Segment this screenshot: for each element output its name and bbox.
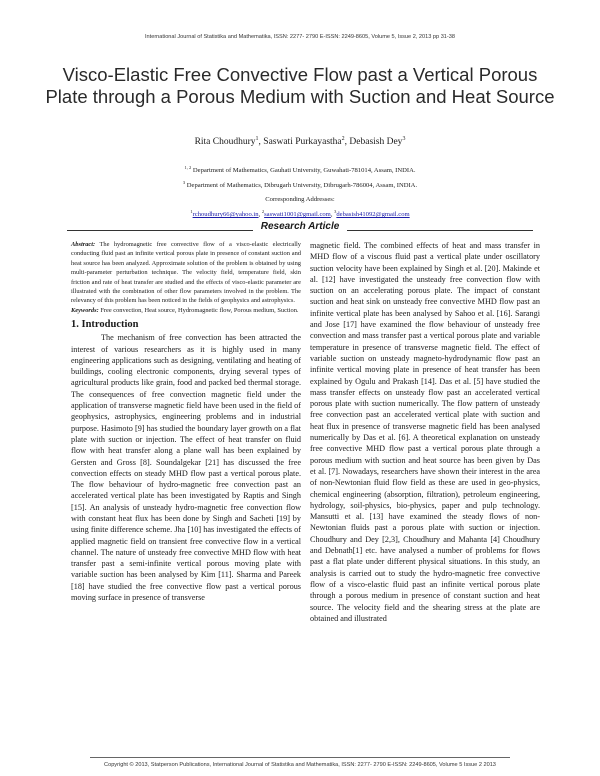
right-column bbox=[310, 240, 540, 624]
corresponding-label: Corresponding Addresses: bbox=[265, 196, 335, 203]
article-type-label: Research Article bbox=[253, 221, 348, 232]
keywords-text: Free convection, Heat source, Hydromagnetic flow, Porous medium, Suction. bbox=[100, 306, 299, 314]
author-sup: 3 bbox=[402, 136, 406, 142]
author-name: Rita Choudhury bbox=[194, 137, 256, 148]
section-heading: 1. Introduction bbox=[71, 319, 139, 331]
article-type bbox=[0, 221, 600, 232]
affiliation bbox=[0, 165, 600, 174]
email-link[interactable]: saswati1001@gmail.com bbox=[264, 211, 331, 219]
footer-copyright: Copyright © 2013, Statperson Publications, International Journal of Statistika and Mathematika, ISSN: 2277- 2790 E-ISSN: 2249-8605, Volume 5 Issue 2 2013 bbox=[104, 762, 496, 768]
affiliation-sup: 1, 2 bbox=[184, 165, 192, 170]
keywords-label: Keywords: bbox=[71, 306, 99, 314]
affiliation-sup: 3 bbox=[182, 180, 186, 185]
intro-paragraph-left: The mechanism of free convection has been attracted the interest of various researchers as it is highly used in many engineering applications such as designing, ventilating and heating of buildings, cooling electronic components, drying several types of agricultural products like grain, food and packed bed thermal storage. The consequences of free convection magnetic field under the application of transverse magnetic field have been used in the field of geophysics, astrophysics, engineering problems and in industrial purpose. Hasimoto [9] has studied the boundary layer growth on a flat plate with suction or injection. The effect of heat transfer on fluid flow with heat transfer along a plane wall has been explained by Gersten and Gross [8]. Soundalgekar [21] has discussed the free convection effects on steady MHD flow past a vertical porous plate. The flow behaviour of hydro-magnetic free convection past an accelerated vertical plate has been investigated by Raptis and Singh [15]. An analysis of unsteady hydro-magnetic free convection flow with constant heat flux has been done by Singh and Sacheti [19] by using finite difference scheme. Jha [10] has investigated the effects of applied magnetic field on transient free convective flow in a vertical channel. The nature of unsteady free convective MHD flow with heat transfer past a semi-infinite vertical porous moving plate with variable suction has been analysed by Kim [11]. Sharma and Pareek [18] have studied the free convective flow past a vertical porous moving surface in presence of transverse bbox=[71, 333, 301, 603]
affiliation-text: Department of Mathematics, Gauhati University, Guwahati-781014, Assam, INDIA. bbox=[192, 167, 416, 175]
email-link[interactable]: rchoudhury66@yahoo.in bbox=[192, 211, 259, 219]
email-list: $^1$rchoudhury66@yahoo.in, $^2$saswati1001@gmail.com, $^3$debasish41092@gmail.com bbox=[190, 209, 410, 219]
email-sup: 2 bbox=[261, 209, 265, 214]
author-sup: 1 bbox=[255, 136, 259, 142]
affiliation bbox=[0, 180, 600, 189]
email-sup: 1 bbox=[190, 209, 193, 214]
email-link[interactable]: debasish41092@gmail.com bbox=[336, 211, 410, 219]
keywords bbox=[71, 306, 301, 315]
abstract-label: Abstract: bbox=[71, 241, 96, 248]
email-sup: 3 bbox=[334, 209, 337, 214]
author-list: Rita Choudhury$^1$, Saswati Purkayastha$^2$, Debasish Dey$^3$ bbox=[194, 136, 406, 148]
footer-divider bbox=[90, 757, 510, 758]
left-column bbox=[71, 240, 301, 603]
author-sup: 2 bbox=[341, 136, 345, 142]
affiliation-text: Department of Mathematics, Dibrugarh University, Dibrugarh-786004, Assam, INDIA. bbox=[186, 182, 418, 190]
author-name: Debasish Dey bbox=[349, 137, 403, 148]
abstract bbox=[71, 240, 301, 306]
journal-header: International Journal of Statistika and Mathematika, ISSN: 2277- 2790 E-ISSN: 2249-8605, Volume 5, Issue 2, 2013 pp 31-38 bbox=[144, 34, 456, 40]
abstract-text: The hydromagnetic free convective flow of a visco-elastic electrically conducting fluid past an infinite vertical porous plate in presence of constant suction and heat source has been analyzed. Approximate solution of the problem is obtained by using multi-parameter perturbation technique. The velocity field, temperature field, skin friction and rate of heat transfer are studied and the effects of visco-elastic parameter are illustrated with the combination of other flow parameters involved in the problem. The relevancy of this problem has been noticed in the fields of geophysics and astrophysics. bbox=[71, 241, 302, 305]
author-name: Saswati Purkayastha bbox=[263, 137, 342, 148]
paper-title: Visco-Elastic Free Convective Flow past a Vertical Porous Plate through a Porous Medium with Suction and Heat Source bbox=[45, 64, 555, 107]
intro-paragraph-right: magnetic field. The combined effects of heat and mass transfer in MHD flow of a viscous fluid past a vertical plate under oscillatory suction velocity have been explained by Singh et al. [20]. Makinde et al. [12] have investigated the unsteady free convection flow with suction on an accelerating porous plate. The impact of constant suction and heat sink on unsteady free convective MHD flow past an infinite vertical plate has been analysed by Sahoo et al. [16]. Sarangi and Jose [17] have examined the flow behaviour of unsteady free convection and mass transfer past a vertical porous plate and variable temperature in presence of transverse magnetic field. The effect of variable suction on unsteady magneto-hydrodynamic flow past an infinite vertical moving plate in presence of heat transfer has been explained by Ogulu and Prakash [14]. Das et al. [5] have studied the mass transfer effects on unsteady flow past an accelerated vertical porous plate with suction numerically. The flow pattern of unsteady free convection past an accelerated vertical plate with suction and heat flux in presence of transverse magnetic field has been analysed numerically by Das et al. [6]. A theoretical explanation on unsteady free convective MHD flow past a vertical porous plate through a porous medium with suction and heat source has been given by Das et al. [7]. Nowadays, researchers have shown their interest in the area of non-Newtonian fluid flow field as these are used in geo-physics, chemical engineering (absorption, filtration), petroleum engineering, hydrology, soil-physics, bio-physics, paper and pulp technology. Mansutti et al. [13] have examined the steady flows of non-Newtonian fluids past a porous plate with suction or injection. Choudhury and Dey [2,3], Choudhury and Mahanta [4] Choudhury and Debnath[1] etc. have analysed a number of problems for flows past a flat plate under different physical situations. In this study, an analysis is carried out to study the hydro-magnetic free convective flow of a visco-elastic fluid past an infinite vertical porous plate through a porous medium in presence of constant suction and heat source. The velocity field and the shearing stress at the plate are obtained and illustrated bbox=[310, 241, 540, 623]
